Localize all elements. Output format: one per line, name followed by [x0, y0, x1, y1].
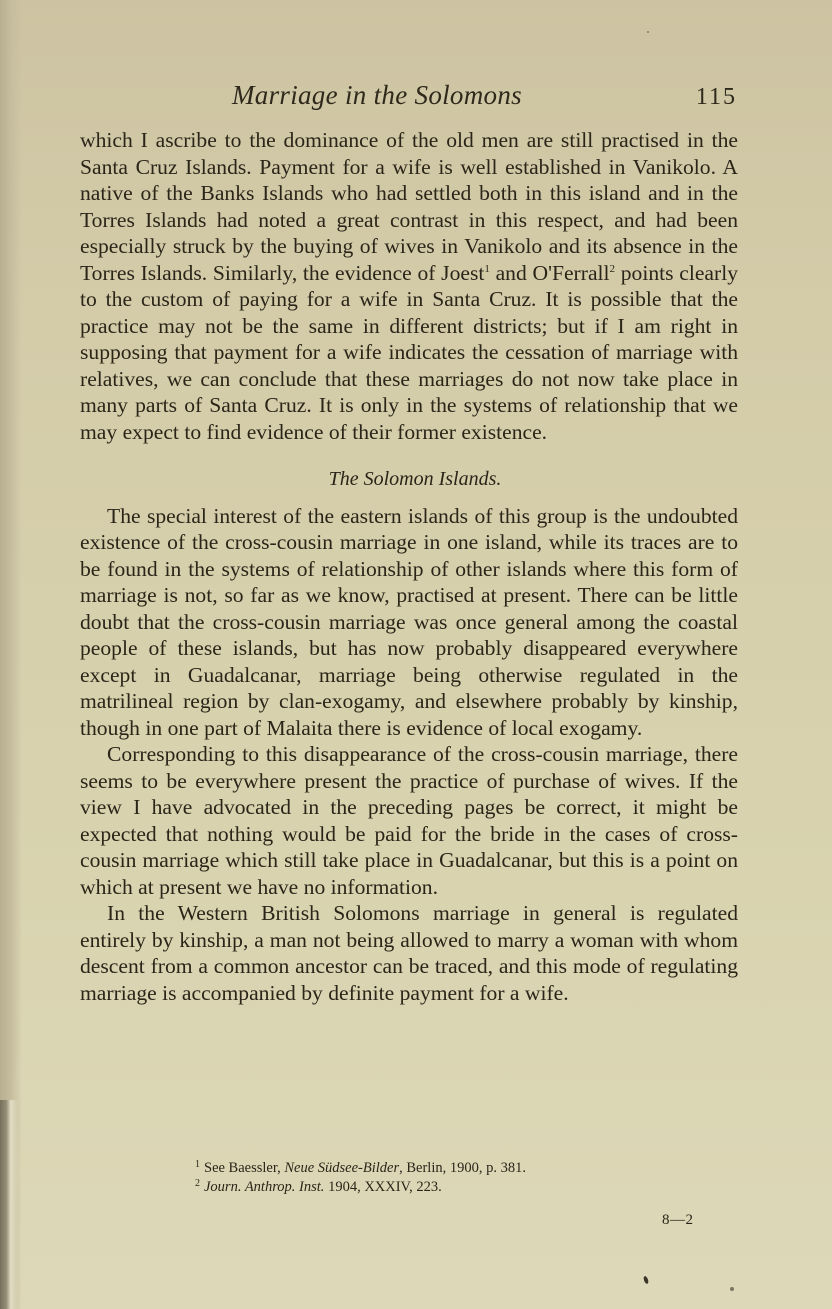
ink-speck: [730, 1287, 734, 1291]
paragraph-text: points clearly to the custom of paying for a wife in Santa Cruz. It is possible that the practice may not be the same in different districts; but if I am right in supposing that payment for a wife indicates the cessation of marriage with relatives, we can conclude that these marriages do not now take place in many parts of Santa Cruz. It is only in the systems of relationship that we may expect to find evidence of their former existence.: [80, 260, 738, 444]
running-title: Marriage in the Solomons: [232, 80, 522, 110]
footnote-marker: 1: [195, 1159, 200, 1170]
paragraph-text: which I ascribe to the dominance of the old men are still practised in the Santa Cruz Islands. Payment for a wife is well established in Vanikolo. A native of the Banks Islands who had settled both in this island and in the Torres Islands had noted a great contrast in this respect, and had been especially struck by the buying of wives in Vanikolo and its absence in the Torres Islands. Similarly, the evidence of Joest: [80, 128, 738, 285]
section-heading: The Solomon Islands.: [328, 468, 502, 490]
footnote-title: Journ. Anthrop. Inst.: [204, 1179, 325, 1195]
footnote-1: [195, 1159, 755, 1178]
running-head: [230, 80, 740, 120]
page-number: 115: [695, 84, 737, 110]
paragraph-santa-cruz: [80, 127, 738, 445]
footnote-suffix: , Berlin, 1900, p. 381.: [399, 1160, 526, 1176]
paragraph-corresponding: Corresponding to this disappearance of the cross-cousin marriage, there seems to be everywhere present the practice of purchase of wives. If the view I have advocated in the preceding pages be correct, it might be expected that nothing would be paid for the bride in the cases of cross-cousin marriage which still take place in Guadalcanar, but this is a point on which at present we have no information.: [80, 742, 738, 899]
footnote-2: [195, 1178, 755, 1197]
body-text: [80, 127, 738, 1006]
paragraph-text: and O'Ferrall: [489, 260, 610, 285]
signature-mark: 8—2: [662, 1212, 694, 1228]
footnote-suffix: 1904, XXXIV, 223.: [324, 1179, 442, 1195]
ink-speck: [643, 1276, 649, 1285]
footnote-ref-1: 1: [484, 262, 490, 275]
footnote-prefix: See Baessler,: [204, 1160, 285, 1176]
ink-speck: [647, 31, 649, 33]
footnote-title: Neue Südsee-Bilder: [284, 1160, 400, 1176]
page-binding-edge: [0, 1100, 18, 1309]
footnote-ref-2: 2: [609, 262, 616, 275]
footnotes: [195, 1159, 755, 1197]
paragraph-western-solomons: In the Western British Solomons marriage in general is regulated entirely by kinship, a man not being allowed to marry a woman with whom descent from a common ancestor can be traced, and this mode of regulating marriage is accompanied by definite payment for a wife.: [80, 901, 738, 1005]
footnote-marker: 2: [195, 1178, 200, 1189]
paragraph-special-interest: The special interest of the eastern islands of this group is the undoubted existence of the cross-cousin marriage in one island, while its traces are to be found in the systems of relationship of other islands where this form of marriage is not, so far as we know, practised at present. There can be little doubt that the cross-cousin marriage was once general among the coastal people of these islands, but has now probably disappeared everywhere except in Guadalcanar, marriage being otherwise regulated in the matrilineal region by clan-exogamy, and elsewhere probably by kinship, though in one part of Malaita there is evidence of local exogamy.: [80, 503, 738, 740]
